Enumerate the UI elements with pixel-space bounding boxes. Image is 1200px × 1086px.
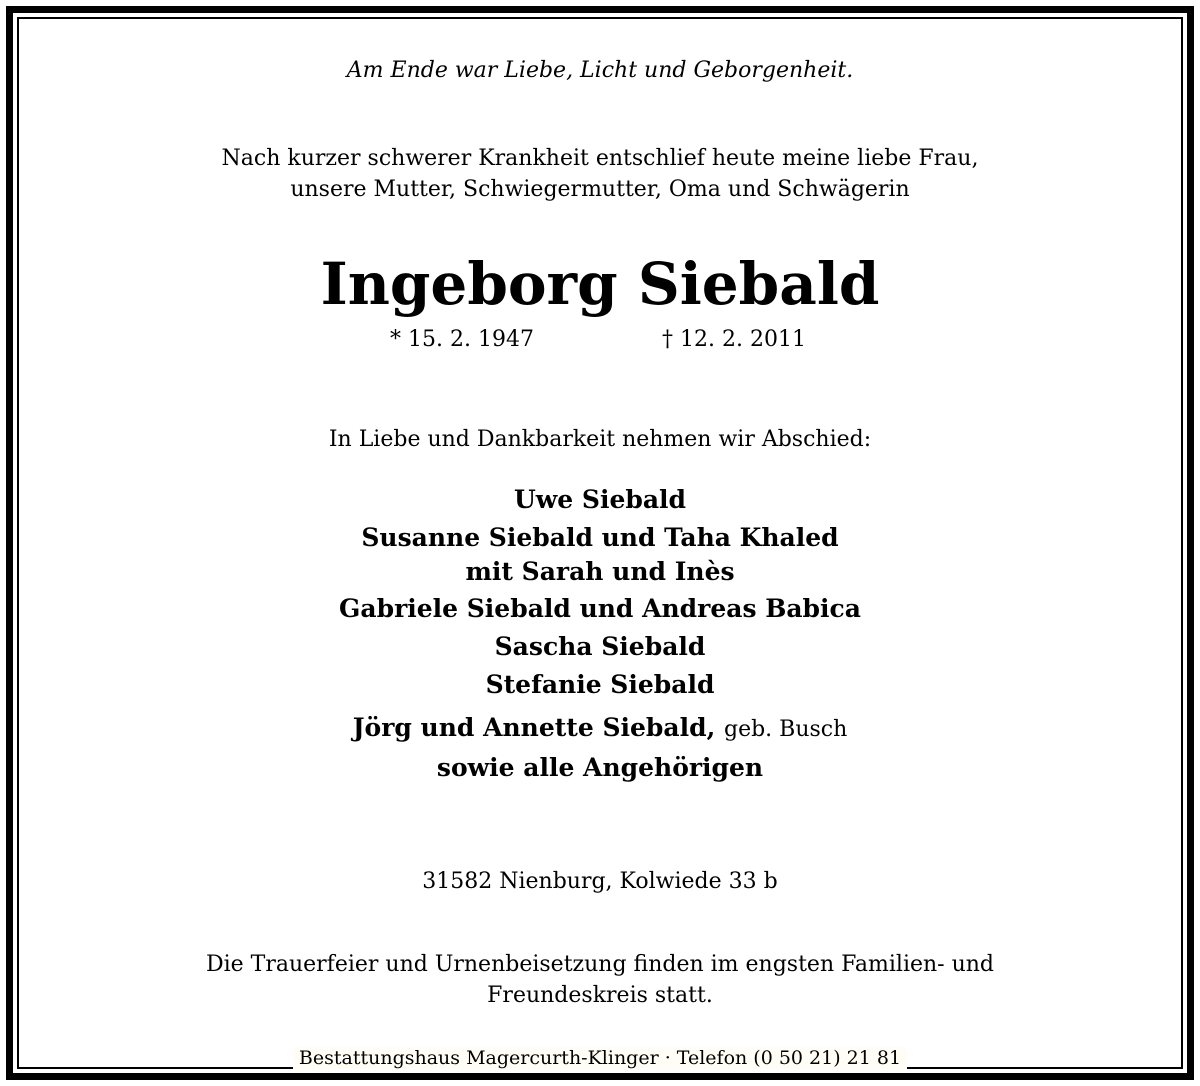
address: 31582 Nienburg, Kolwiede 33 b <box>422 869 778 894</box>
death-date: † 12. 2. 2011 <box>662 327 806 352</box>
intro-line-2: unsere Mutter, Schwiegermutter, Oma und Schwägerin <box>290 177 910 202</box>
mourner: sowie alle Angehörigen <box>436 753 764 782</box>
motto: Am Ende war Liebe, Licht und Geborgenheit. <box>346 58 854 83</box>
mourner: Uwe Siebald <box>513 485 687 514</box>
mourner: Stefanie Siebald <box>485 670 715 699</box>
mourner: Jörg und Annette Siebald, <box>352 713 716 742</box>
funeral-info-line-2: Freundeskreis statt. <box>487 983 713 1008</box>
footer <box>0 1047 1200 1069</box>
mourner-row <box>0 713 1200 742</box>
birth-date: * 15. 2. 1947 <box>390 327 534 352</box>
farewell-line: In Liebe und Dankbarkeit nehmen wir Abschied: <box>328 427 872 452</box>
mourner: Gabriele Siebald und Andreas Babica <box>339 594 861 623</box>
deceased-name: Ingeborg Siebald <box>320 250 880 318</box>
funeral-info-line-1: Die Trauerfeier und Urnenbeisetzung finden im engsten Familien- und <box>205 952 995 977</box>
mourner: Sascha Siebald <box>494 632 706 661</box>
mourner: mit Sarah und Inès <box>465 557 735 586</box>
funeral-home-contact: Bestattungshaus Magercurth-Klinger · Telefon (0 50 21) 21 81 <box>293 1047 907 1069</box>
intro-line-1: Nach kurzer schwerer Krankheit entschlief heute meine liebe Frau, <box>221 146 979 171</box>
maiden-name-note: geb. Busch <box>724 717 848 742</box>
mourner: Susanne Siebald und Taha Khaled <box>361 523 839 552</box>
